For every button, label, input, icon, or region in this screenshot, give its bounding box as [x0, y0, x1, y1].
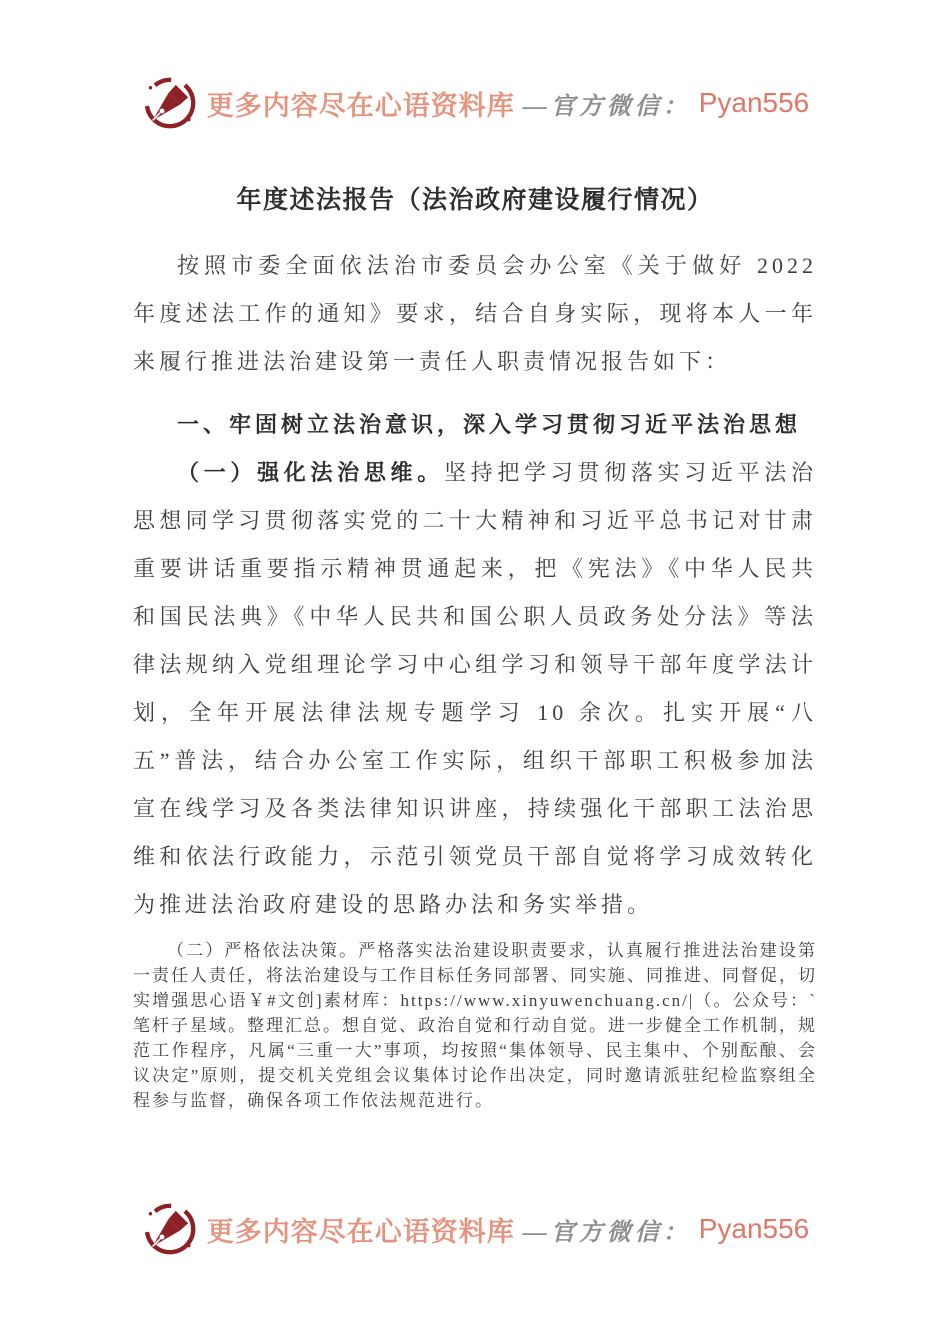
text-run: 按照市委全面依法治市委员会办公室《关于做好 2022 年度述法工作的通知》要求，结合自身实际，现将本人一年来履行推进法治建设第一责任人职责情况报告如下：	[133, 253, 817, 374]
document-title: 年度述法报告（法治政府建设履行情况）	[236, 187, 714, 214]
text-run: 坚持把学习贯彻落实习近平法治思想同学习贯彻落实党的二十大精神和习近平总书记对甘肃重要讲话重要指示精神贯通起来，把《宪法》《中华人民共和国民法典》《中华人民共和国公职人员政务处分法》等法律法规纳入党组理论学习中心组学习和领导干部年度学法计划，全年开展法律法规专题学习 10 余次。扎实开展“八五”普法，结合办公室工作实际，组织干部职工积极参加法宣在线学习及各类法律知识讲座，持续强化干部职工法治思维和依法行政能力，示范引领党员干部自觉将学习成效转化为推进法治政府建设的思路办法和务实举措。	[133, 460, 817, 917]
watermark-footer	[0, 1200, 950, 1258]
watermark-text: 更多内容尽在心语资料库	[206, 1216, 515, 1247]
pen-nib-emblem-icon	[141, 1200, 199, 1258]
document-content	[133, 184, 817, 1113]
text-run-bold-lead: （一）强化法治思维。	[177, 460, 444, 485]
watermark-header	[0, 0, 950, 132]
text-run: （二）严格依法决策。严格落实法治建设职责要求，认真履行推进法治建设第一责任人责任，将法治建设与工作目标任务同部署、同实施、同推进、同督促，切实增强思心语￥#文创]素材库：https://www.xinyuwenchuang.cn/|（。公众号：`笔杆子星域。整理汇总。想自觉、政治自觉和行动自觉。进一步健全工作机制，规范工作程序，凡属“三重一大”事项，均按照“集体领导、民主集中、个别酝酿、会议决定”原则，提交机关党组会议集体讨论作出决定，同时邀请派驻纪检监察组全程参与监督，确保各项工作依法规范进行。	[133, 941, 817, 1110]
watermark-wechat-id: Pyan556	[698, 1213, 810, 1244]
paragraph-section-1-1	[133, 449, 817, 929]
watermark-label: —官方微信：	[522, 1219, 691, 1246]
paragraph-section-1-2	[133, 938, 817, 1113]
watermark-label: —官方微信：	[522, 93, 691, 120]
pen-nib-emblem-icon	[141, 74, 199, 132]
watermark-text: 更多内容尽在心语资料库	[206, 90, 515, 121]
paragraph-intro	[133, 242, 817, 386]
watermark-wechat-id: Pyan556	[698, 87, 810, 118]
section-heading-one	[133, 401, 817, 449]
text-run: 一、牢固树立法治意识，深入学习贯彻习近平法治思想	[177, 412, 802, 437]
